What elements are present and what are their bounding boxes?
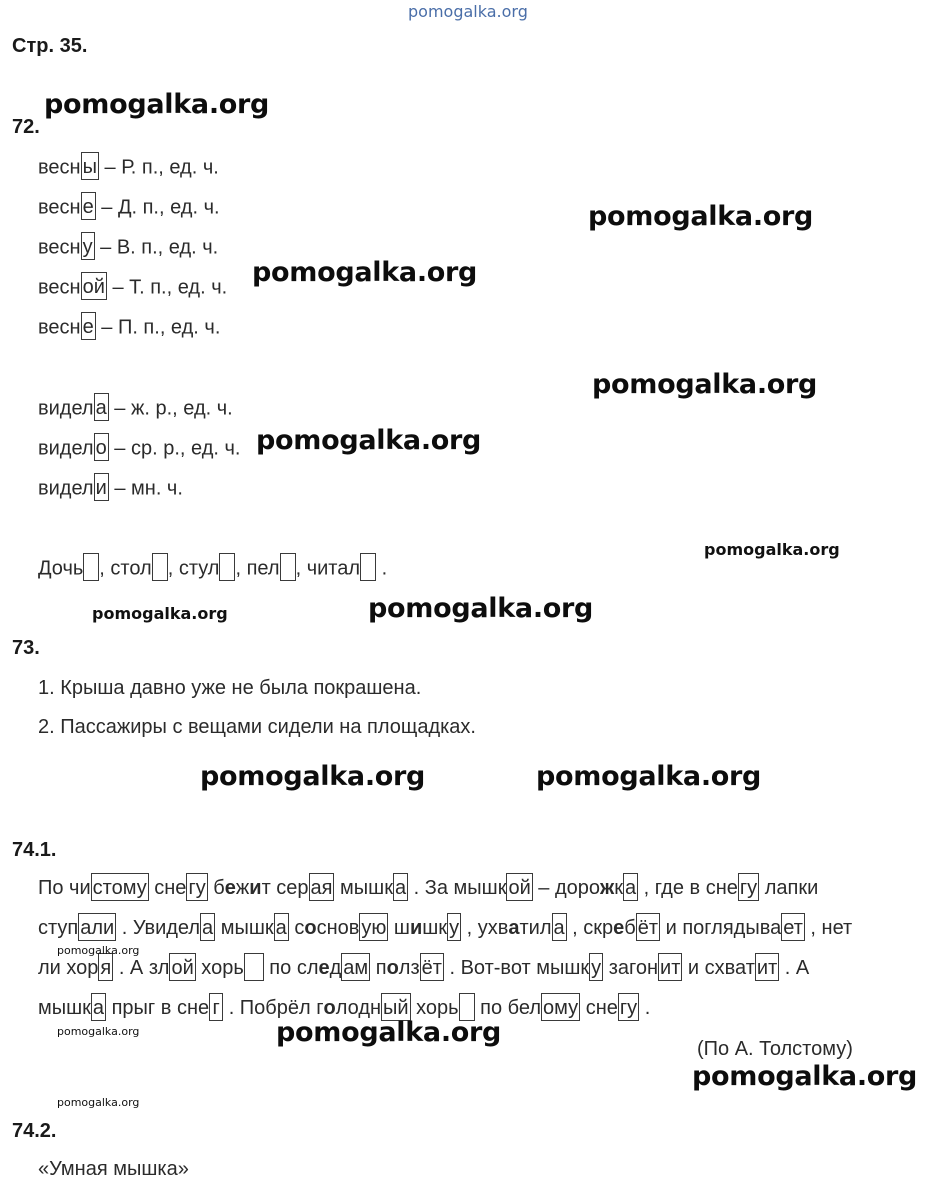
watermark: pomogalka.org bbox=[536, 761, 762, 792]
page-number: Стр. 35. bbox=[12, 35, 88, 57]
word: Дочь bbox=[38, 557, 84, 580]
word-stem: весн bbox=[38, 316, 81, 339]
ending-box: а bbox=[94, 393, 109, 421]
watermark: pomogalka.org bbox=[588, 201, 814, 232]
watermark: pomogalka.org bbox=[57, 1025, 140, 1038]
ending-box: ой bbox=[81, 272, 107, 300]
grammar-label: – мн. ч. bbox=[114, 477, 183, 500]
exercise-73-number: 73. bbox=[12, 637, 40, 659]
grammar-label: – Р. п., ед. ч. bbox=[104, 156, 219, 179]
ending-box: у bbox=[81, 232, 95, 260]
watermark: pomogalka.org bbox=[368, 593, 594, 624]
word-stem: весн bbox=[38, 276, 81, 299]
empty-ending-box bbox=[219, 553, 235, 581]
watermark: pomogalka.org bbox=[200, 761, 426, 792]
word: стол bbox=[110, 557, 152, 580]
word-stem: видел bbox=[38, 477, 94, 500]
top-watermark: pomogalka.org bbox=[408, 2, 528, 21]
word: пел bbox=[246, 557, 280, 580]
word-stem: весн bbox=[38, 196, 81, 219]
noun-form-row bbox=[38, 276, 227, 300]
grammar-label: – ж. р., ед. ч. bbox=[114, 397, 233, 420]
comma: , bbox=[295, 557, 302, 580]
word-stem: весн bbox=[38, 156, 81, 179]
verb-form-row bbox=[38, 397, 233, 421]
exercise-74-2-number: 74.2. bbox=[12, 1120, 57, 1142]
ending-box: е bbox=[81, 312, 96, 340]
word-stem: видел bbox=[38, 437, 94, 460]
exercise-74-1-number: 74.1. bbox=[12, 839, 57, 861]
story-title: «Умная мышка» bbox=[38, 1158, 189, 1180]
noun-form-row bbox=[38, 236, 218, 260]
sentence-2: 2. Пассажиры с вещами сидели на площадках. bbox=[38, 716, 476, 738]
watermark: pomogalka.org bbox=[57, 1096, 140, 1109]
empty-ending-box bbox=[280, 553, 296, 581]
comma: , bbox=[99, 557, 105, 580]
empty-ending-box bbox=[360, 553, 376, 581]
word-stem: весн bbox=[38, 236, 81, 259]
ending-box: о bbox=[94, 433, 109, 461]
watermark: pomogalka.org bbox=[57, 944, 140, 957]
period: . bbox=[381, 557, 388, 580]
grammar-label: – Т. п., ед. ч. bbox=[112, 276, 228, 299]
zero-ending-words bbox=[38, 557, 387, 581]
grammar-label: – Д. п., ед. ч. bbox=[101, 196, 220, 219]
grammar-label: – П. п., ед. ч. bbox=[101, 316, 221, 339]
grammar-label: – В. п., ед. ч. bbox=[100, 236, 219, 259]
watermark: pomogalka.org bbox=[256, 425, 482, 456]
watermark: pomogalka.org bbox=[276, 1017, 502, 1048]
comma: , bbox=[167, 557, 174, 580]
comma: , bbox=[235, 557, 242, 580]
watermark: pomogalka.org bbox=[44, 89, 270, 120]
ending-box: и bbox=[94, 473, 109, 501]
grammar-label: – ср. р., ед. ч. bbox=[114, 437, 241, 460]
noun-form-row bbox=[38, 156, 219, 180]
word: стул bbox=[178, 557, 220, 580]
empty-ending-box bbox=[152, 553, 168, 581]
word-stem: видел bbox=[38, 397, 94, 420]
sentence-1: 1. Крыша давно уже не была покрашена. bbox=[38, 677, 422, 699]
watermark: pomogalka.org bbox=[704, 540, 840, 559]
watermark: pomogalka.org bbox=[92, 604, 228, 623]
verb-form-row bbox=[38, 477, 183, 501]
exercise-72-number: 72. bbox=[12, 116, 40, 138]
ending-box: ы bbox=[81, 152, 99, 180]
word: читал bbox=[306, 557, 361, 580]
noun-form-row bbox=[38, 316, 220, 340]
empty-ending-box bbox=[83, 553, 99, 581]
watermark: pomogalka.org bbox=[252, 257, 478, 288]
watermark: pomogalka.org bbox=[592, 369, 818, 400]
ending-box: е bbox=[81, 192, 96, 220]
attribution: (По А. Толстому) bbox=[697, 1038, 853, 1060]
verb-form-row bbox=[38, 437, 240, 461]
watermark: pomogalka.org bbox=[692, 1061, 918, 1092]
noun-form-row bbox=[38, 196, 220, 220]
story-text: По чи стому сне гу бежит сер ая мышк а . За мышк ой – дорожк а , где в сне гу лапки ступ али . Увидел а мышк а соснов ую шишк у , ухватил а , скреб ёт и поглядыва ет , нет ли хор я . А зл ой хорь по след ам полз ёт . Вот-вот мышк у загон ит и схват ит . А мышк а прыг в сне г . Побрёл голодн ый хорь по бел ому сне гу . bbox=[38, 868, 918, 1028]
